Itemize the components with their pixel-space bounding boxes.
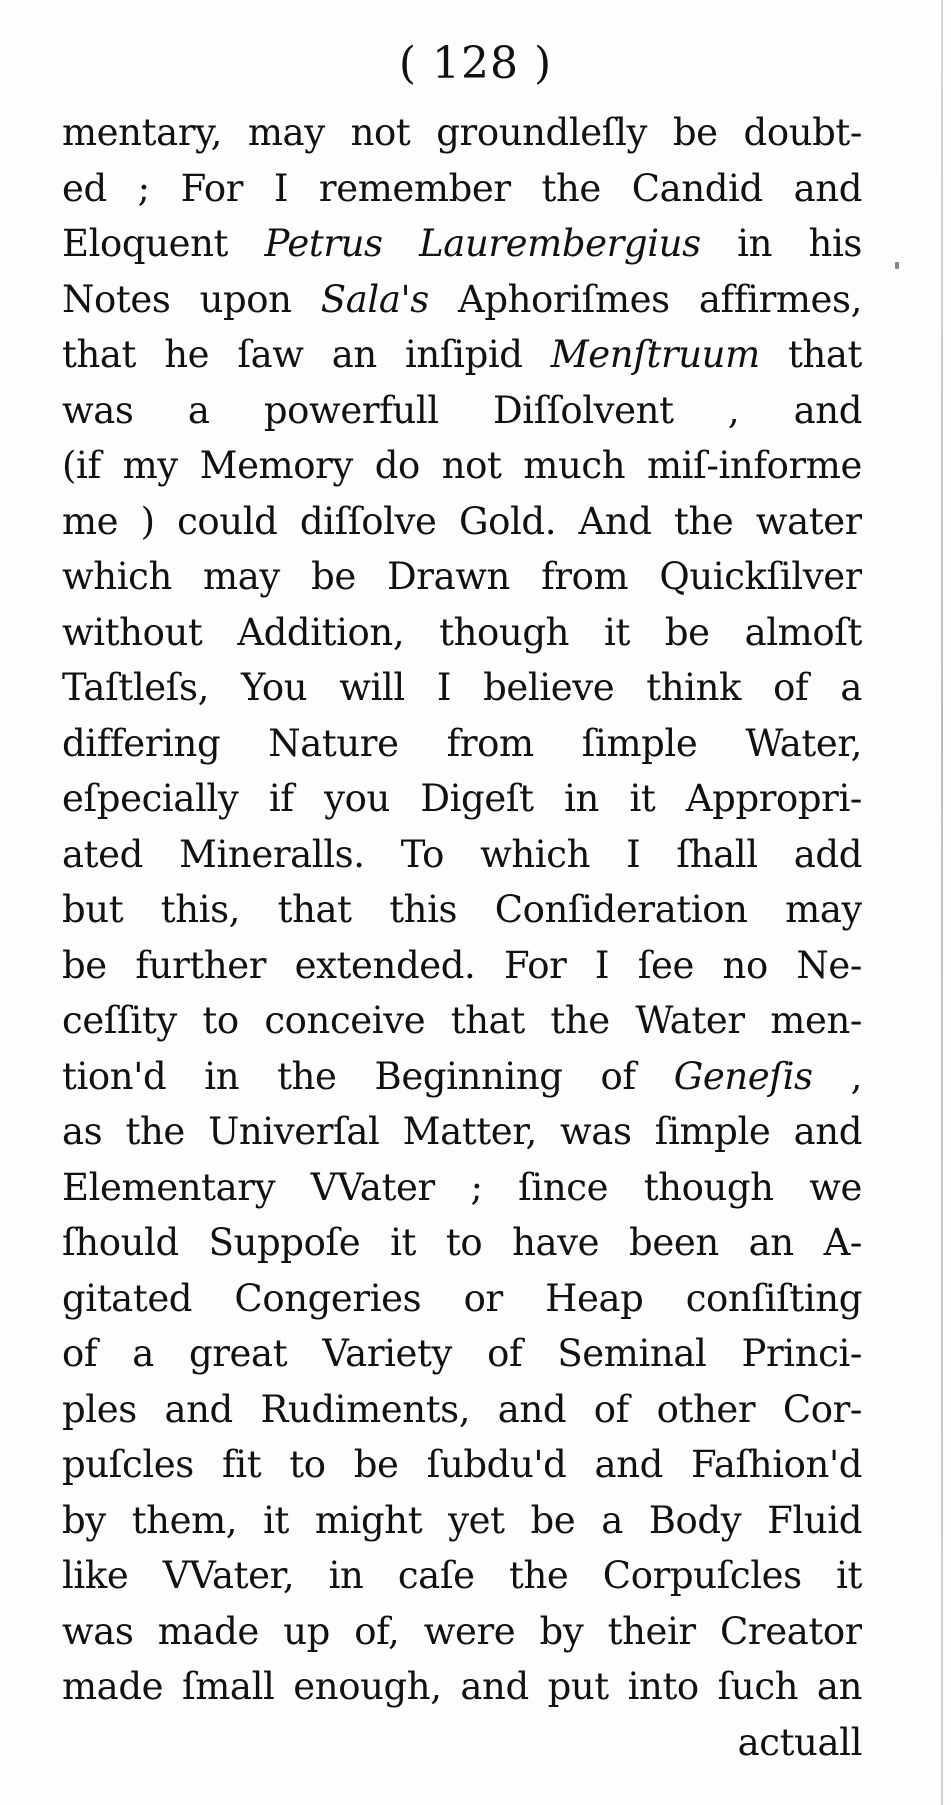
text-line: ated Mineralls. To which I ſhall add — [62, 832, 862, 876]
text-line: but this, that this Conſideration may — [62, 888, 862, 931]
text-line: be further extended. For I ſee no Ne- — [62, 943, 862, 987]
text-line: was made up of, were by their Creator — [62, 1609, 862, 1653]
text-line: as the Univerſal Matter, was ſimple and — [62, 1110, 862, 1153]
text-line: mentary, may not groundleſly be doubt- — [62, 111, 862, 154]
italic-title: Geneſis — [673, 1054, 813, 1098]
page-binding-edge — [941, 0, 943, 1805]
text-line: Eloquent Petrus Laurembergius in his — [62, 222, 862, 265]
body-text — [62, 105, 862, 1770]
page-number: ( 128 ) — [398, 38, 553, 89]
text-line: ceſſity to conceive that the Water men- — [62, 999, 862, 1042]
ink-speck — [895, 262, 899, 269]
text-line: Taſtleſs, You will I believe think of a — [62, 666, 862, 709]
text-line: ed ; For I remember the Candid and — [62, 166, 862, 210]
text-line: tion'd in the Beginning of Geneſis , — [62, 1054, 862, 1098]
italic-name: Sala's — [320, 277, 429, 321]
text-line: like VVater, in caſe the Corpuſcles it — [62, 1554, 862, 1597]
text-line: Elementary VVater ; ſince though we — [62, 1165, 862, 1209]
text-line: was a powerfull Diſſolvent , and — [62, 388, 862, 432]
italic-name: Petrus Laurembergius — [264, 222, 701, 265]
text-line: that he ſaw an inſipid Menſtruum that — [62, 333, 862, 376]
text-line: differing Nature from ſimple Water, — [62, 721, 862, 765]
text-line: without Addition, though it be almoſt — [62, 610, 862, 654]
text-line: me ) could diſſolve Gold. And the water — [62, 499, 862, 543]
text-line: puſcles fit to be ſubdu'd and Faſhion'd — [62, 1443, 862, 1486]
text-line: which may be Drawn from Quickſilver — [62, 555, 862, 598]
text-line: by them, it might yet be a Body Fluid — [62, 1498, 862, 1542]
text-line: gitated Congeries or Heap conſiſting — [62, 1276, 862, 1320]
text-line: Notes upon Sala's Aphoriſmes affirmes, — [62, 277, 862, 321]
italic-term: Menſtruum — [550, 333, 760, 376]
text-line: ples and Rudiments, and of other Cor- — [62, 1387, 862, 1431]
text-line: (if my Memory do not much miſ-informe — [62, 444, 862, 487]
text-line: of a great Variety of Seminal Princi- — [62, 1332, 862, 1375]
text-line: eſpecially if you Digeſt in it Appropri- — [62, 777, 862, 820]
text-line: ſhould Suppoſe it to have been an A- — [62, 1221, 862, 1264]
text-line: made ſmall enough, and put into ſuch an — [62, 1665, 862, 1708]
catchword: actuall — [737, 1720, 862, 1764]
